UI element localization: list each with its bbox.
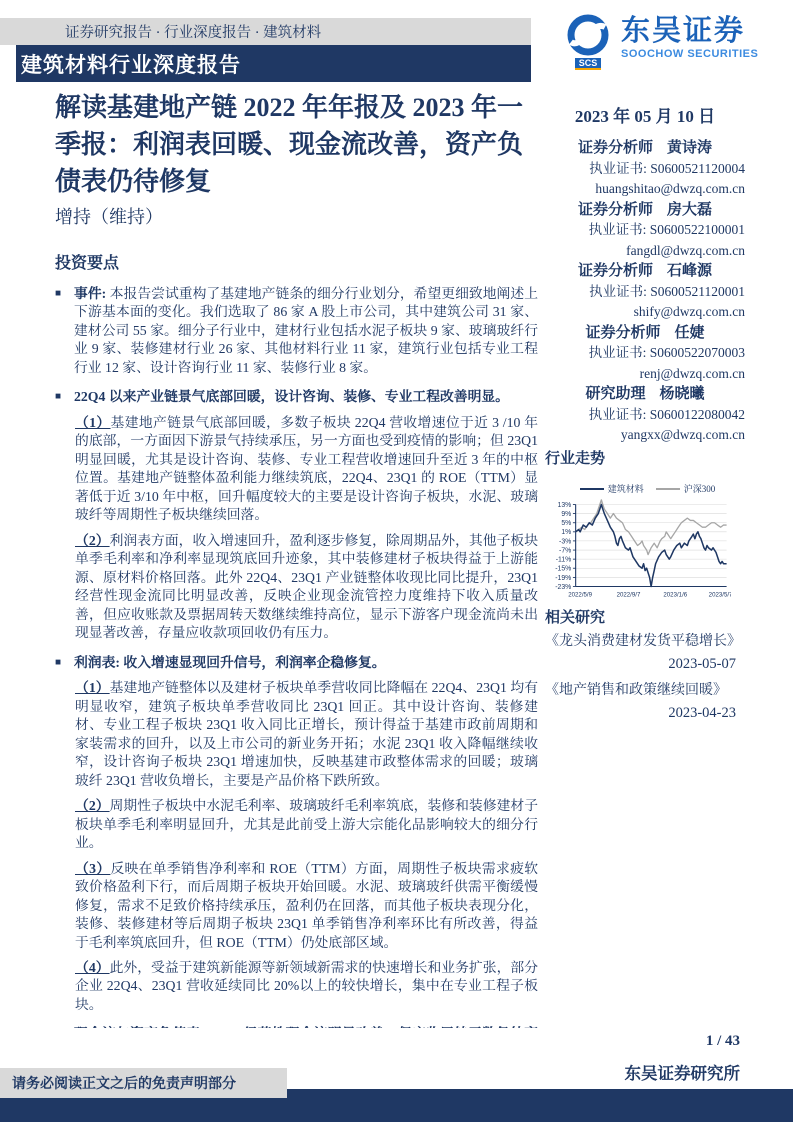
svg-text:9%: 9% [561, 510, 572, 518]
paragraph-number: （4） [75, 959, 110, 975]
key-point-section [55, 285, 538, 377]
bullet-square-icon [55, 1025, 74, 1028]
investment-highlights-title: 投资要点 [55, 255, 120, 272]
svg-text:-19%: -19% [555, 574, 572, 582]
paragraph-text: 利润表方面，收入增速回升，盈利逐步修复，除周期品外，其他子板块单季毛利率和净利率显现筑底回升迹象，其中装修建材子板块得益于上游能源、原材料价格回落。此外 22Q4、23Q1 产业链整体收现比同比提升，23Q1 经营性现金流同比明显改善，反映企业现金流管控力度维持下收入质量改善，但应收账款及票据周转天数继续维持高位，显示下游客户现金流尚未出现显著改善，存量应收款项回收仍有压力。 [75, 532, 538, 641]
legend-line-swatch [580, 488, 604, 490]
svg-text:2022/5/9: 2022/5/9 [568, 591, 593, 599]
bullet-square-icon: ■ [55, 656, 62, 668]
chart-legend [545, 482, 750, 495]
analyst-cert [545, 159, 745, 180]
disclaimer-banner: 请务必阅读正文之后的免责声明部分 [0, 1068, 287, 1098]
headline-lead [74, 1026, 538, 1028]
analyst-email[interactable]: fangdl@dwzq.com.cn [626, 242, 745, 258]
related-research-date: 2023-05-07 [668, 656, 736, 672]
analyst-role: 证券分析师 [577, 140, 653, 156]
analyst-block [545, 200, 745, 262]
svg-text:-11%: -11% [555, 556, 572, 564]
analyst-role: 证券分析师 [585, 324, 661, 341]
headline-lead: 利润表: 收入增速显现回升信号，利润率企稳修复。 [74, 654, 386, 670]
analyst-role: 研究助理 [585, 386, 646, 402]
svg-text:2023/5/7: 2023/5/7 [708, 591, 731, 599]
cert-number: S0600521120004 [650, 160, 745, 176]
bullet-square-icon: ■ [55, 288, 62, 299]
analyst-role-name [545, 200, 745, 221]
svg-text:5%: 5% [561, 520, 572, 528]
cert-number: S0600122080042 [649, 406, 745, 422]
legend-item [656, 482, 716, 495]
related-research-link[interactable]: 《地产销售和政策继续回暖》 [545, 683, 727, 698]
paragraph-number: （2） [75, 798, 110, 814]
svg-text:-23%: -23% [555, 583, 572, 591]
key-point-section [55, 654, 538, 1015]
brand-acronym: SCS [575, 58, 602, 70]
analyst-cert [545, 343, 745, 364]
related-research-item [545, 630, 750, 676]
paragraph-text: 基建地产链整体以及建材子板块单季营收同比降幅在 22Q4、23Q1 均有明显收窄，建筑子板块单季营收同比 23Q1 回正。其中设计咨询、装修建材、专业工程子板块 23Q1 收入同比正增长，预计得益于基建市政前周期和家装需求的回升，以及上市公司的新业务开拓；水泥 23Q1 收入降幅继续收窄，设计咨询子板块 23Q1 增速加快，反映基建市政整体需求的回暖；玻璃玻纤 23Q1 营收负增长，主要是产品价格下跌所致。 [75, 680, 538, 788]
key-point-headline [55, 1025, 538, 1028]
svg-text:-3%: -3% [559, 538, 572, 546]
key-point-headline [55, 285, 538, 377]
analyst-role: 证券分析师 [577, 201, 653, 218]
report-title: 解读基建地产链 2022 年年报及 2023 年一季报：利润表回暖、现金流改善，资产负债表仍待修复 [55, 93, 524, 196]
bullet-square-icon: ■ [55, 391, 62, 403]
rating-label: 增持（维持） [55, 207, 163, 227]
cert-label: 执业证书: [588, 345, 650, 360]
analyst-cert [545, 282, 745, 303]
analyst-role-name [545, 323, 745, 344]
brand-name-en: SOOCHOW SECURITIES [621, 48, 759, 60]
analyst-role: 证券分析师 [577, 263, 653, 279]
analyst-cert [545, 220, 745, 241]
related-research-panel [545, 606, 750, 725]
cert-number: S0600522100001 [649, 222, 745, 237]
paragraph-number: （1） [75, 414, 111, 430]
key-point-paragraph [55, 414, 538, 525]
key-point-headline-text [74, 1025, 538, 1028]
svg-text:1%: 1% [561, 529, 572, 537]
industry-trend-chart [545, 499, 731, 604]
legend-label: 建筑材料 [607, 484, 644, 494]
paragraph-text: 周期性子板块中水泥毛利率、玻璃玻纤毛利率筑底，装修和装修建材子板块单季毛利率明显回升，尤其是此前受上游大宗能化品影响较大的细分行业。 [75, 798, 538, 851]
key-point-paragraph [55, 532, 538, 643]
legend-line-swatch [656, 488, 680, 490]
brand-logo [563, 14, 758, 70]
svg-text:13%: 13% [557, 501, 572, 509]
brand-name-cn: 东吴证券 [621, 15, 746, 47]
soochow-logo-icon [565, 14, 611, 58]
key-point-headline-text [74, 285, 538, 377]
analyst-name: 石峰源 [667, 263, 713, 279]
report-category-bar [16, 45, 531, 82]
key-point-headline-text [74, 388, 538, 406]
analyst-block [545, 138, 745, 200]
cert-label: 执业证书: [588, 222, 650, 237]
research-institute: 东吴证券研究所 [624, 1064, 740, 1083]
headline-lead: 22Q4 以来产业链景气底部回暖，设计咨询、装修、专业工程改善明显。 [74, 389, 509, 405]
analyst-role-name [545, 261, 745, 282]
key-point-headline [55, 388, 538, 406]
cert-label: 执业证书: [588, 406, 650, 422]
cert-label: 执业证书: [589, 283, 651, 299]
analyst-email[interactable]: yangxx@dwzq.com.cn [620, 427, 745, 442]
category-text: 建筑材料行业深度报告 [21, 52, 241, 77]
key-point-paragraph [55, 959, 538, 1014]
report-date: 2023 年 05 月 10 日 [574, 107, 716, 126]
key-point-section [55, 1025, 538, 1028]
related-research-date: 2023-04-23 [668, 705, 736, 721]
headline-rest: 本报告尝试重构了基建地产链条的细分行业划分，希望更细致地阐述上下游基本面的变化。我们选取了 86 家 A 股上市公司，其中建筑公司 31 家、建材公司 55 家。细分子行业中，建材行业包括水泥子板块 9 家、玻璃玻纤行业 9 家、装修建材行业 26 家、其他材料行业 11 家，建筑行业包括专业工程行业 12 家、设计咨询行业 11 家、装修行业 8 家。 [74, 286, 538, 375]
analyst-cert [545, 405, 745, 426]
page-number: 1 / 43 [705, 1033, 740, 1049]
report-classification-bar [0, 18, 531, 45]
analyst-name: 任婕 [674, 324, 705, 341]
paragraph-number: （3） [75, 860, 111, 876]
key-point-headline-text [74, 654, 538, 672]
related-research-item [545, 679, 750, 725]
analyst-email[interactable]: renj@dwzq.com.cn [639, 365, 745, 381]
analyst-block [545, 323, 745, 385]
related-research-title: 相关研究 [545, 610, 606, 626]
related-research-link[interactable]: 《龙头消费建材发货平稳增长》 [545, 634, 741, 649]
paragraph-text: 反映在单季销售净利率和 ROE（TTM）方面，周期性子板块需求疲软致价格盈利下行，而后周期子板块开始回暖。水泥、玻璃玻纤供需平衡缓慢修复，需求不足致价格持续承压，盈利仍在回落，而其他子板块表现分化，装修、装修建材等后周期子板块 23Q1 单季销售净利率环比有所改善，得益于毛利率筑底回升，但 ROE（TTM）仍处底部区域。 [75, 860, 538, 950]
analyst-email[interactable]: huangshitao@dwzq.com.cn [595, 181, 745, 196]
svg-text:-15%: -15% [555, 565, 572, 573]
industry-trend-title: 行业走势 [545, 451, 606, 467]
analyst-role-name [545, 138, 745, 159]
key-point-paragraph [55, 860, 538, 952]
analyst-list [545, 138, 745, 446]
legend-label: 沪深300 [683, 484, 716, 494]
paragraph-text: 此外，受益于建筑新能源等新领域新需求的快速增长和业务扩张，部分企业 22Q4、23Q1 营收延续同比 20%以上的较快增长，集中在专业工程子板块。 [75, 959, 538, 1012]
analyst-block [545, 261, 745, 323]
paragraph-text: 基建地产链景气底部回暖，多数子板块 22Q4 营收增速位于近 3 /10 年的底部，一方面因下游景气持续承压，另一方面也受到疫情的影响；但 23Q1 明显回暖，尤其是设计咨询、装修、专业工程营收增速回升至近 3 年的中枢位置。基建地产链整体盈利能力继续筑底，22Q4、23Q1 的 ROE（TTM）显著低于近 3/10 年中枢，回升幅度较大的主要是设计咨询子板块，水泥、玻璃玻纤等周期性子板块继续回落。 [75, 414, 538, 523]
analyst-email[interactable]: shify@dwzq.com.cn [633, 304, 745, 319]
analyst-block [545, 384, 745, 446]
svg-text:2023/1/6: 2023/1/6 [663, 591, 688, 599]
key-point-section [55, 388, 538, 642]
investment-highlights [55, 250, 538, 1028]
paragraph-number: （1） [75, 680, 110, 696]
svg-text:-7%: -7% [559, 547, 572, 555]
key-point-paragraph [55, 679, 538, 790]
legend-item [580, 482, 644, 495]
cert-label: 执业证书: [589, 160, 651, 176]
svg-text:2022/9/7: 2022/9/7 [616, 591, 641, 599]
analyst-name: 房大磊 [667, 201, 713, 218]
key-point-paragraph [55, 797, 538, 852]
paragraph-number: （2） [75, 532, 110, 548]
cert-number: S0600522070003 [649, 345, 745, 360]
headline-lead: 事件: [74, 286, 107, 301]
cert-number: S0600521120001 [650, 283, 745, 299]
analyst-role-name [545, 384, 745, 405]
classification-text: 证券研究报告 · 行业深度报告 · 建筑材料 [65, 25, 322, 41]
key-point-headline [55, 654, 538, 672]
industry-trend-panel [545, 447, 750, 609]
analyst-name: 杨晓曦 [659, 386, 705, 402]
analyst-name: 黄诗涛 [667, 140, 713, 156]
